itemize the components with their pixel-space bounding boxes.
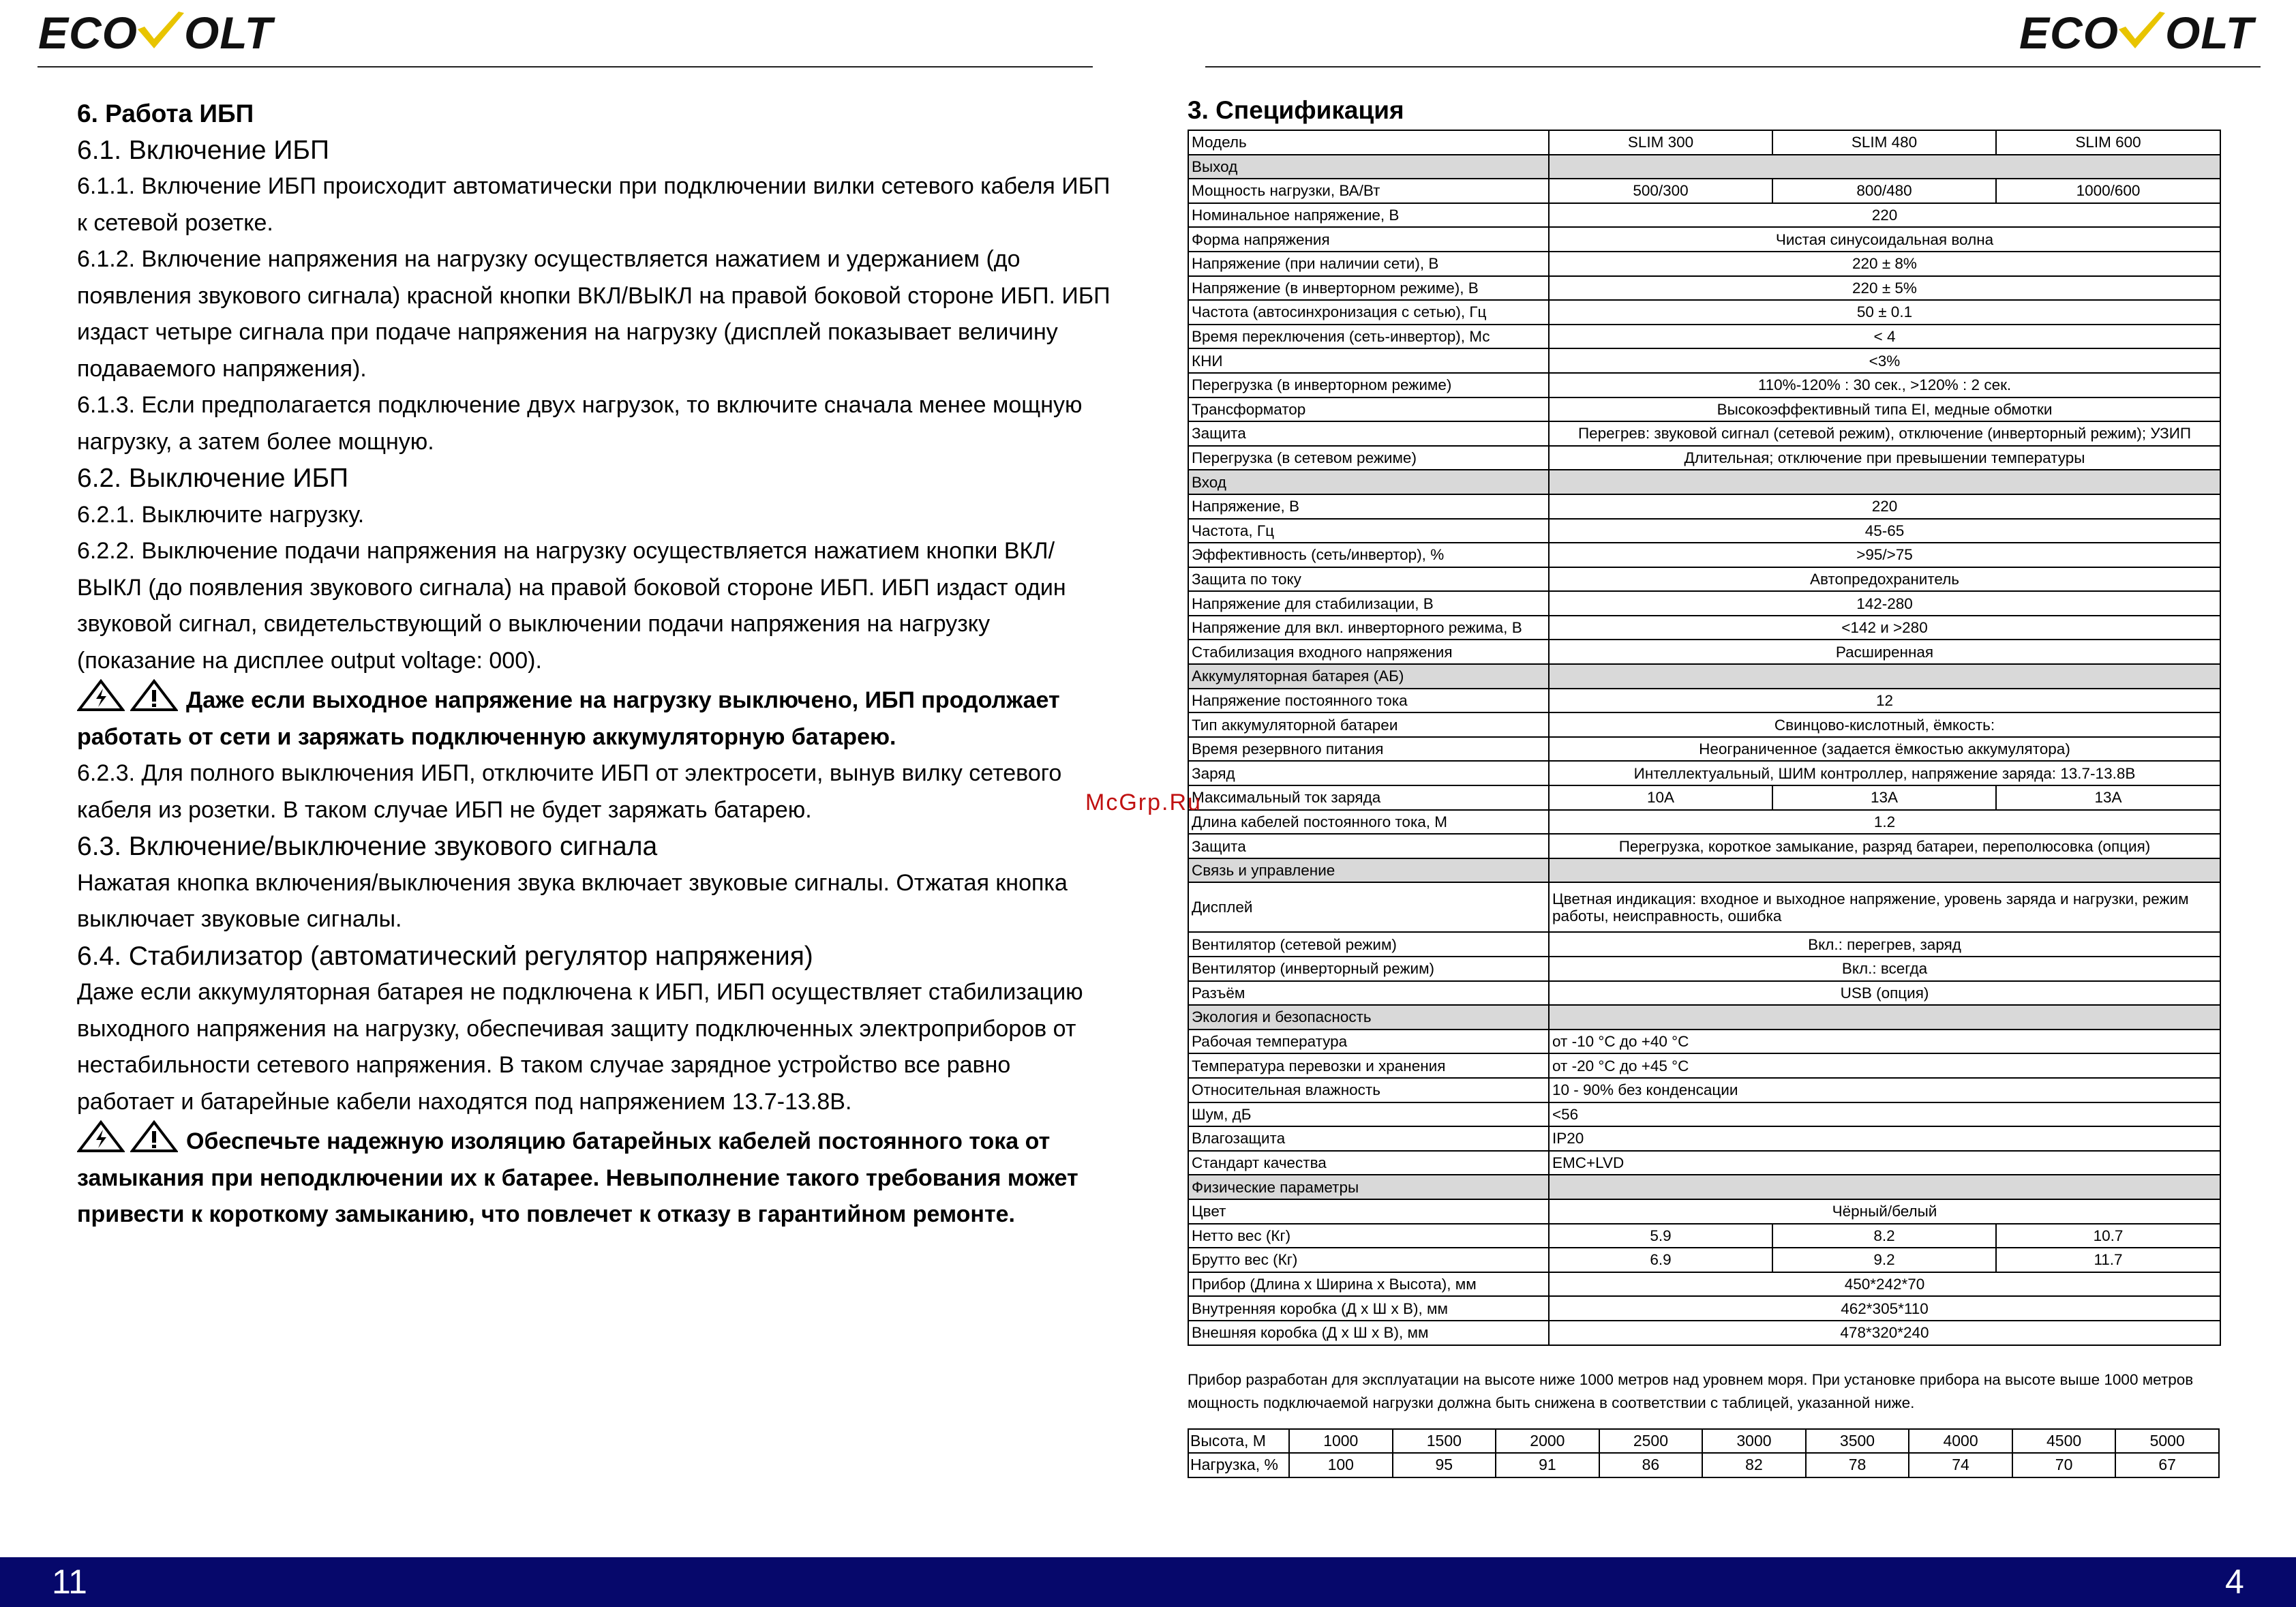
spec-row [1188,543,2220,567]
spec-label: КНИ [1188,348,1549,373]
spec-label: Брутто вес (Кг) [1188,1248,1549,1272]
spec-value: Автопредохранитель [1549,567,2220,592]
spec-row [1188,1030,2220,1054]
header-rule-right [1205,66,2261,67]
spec-section-fill [1549,1005,2220,1030]
spec-value: от -20 °C до +45 °C [1549,1053,2220,1078]
subsection-title: 6.1. Включение ИБП [77,135,330,165]
spec-section-fill [1549,470,2220,494]
spec-label: Связь и управление [1188,858,1549,883]
spec-label: Рабочая температура [1188,1030,1549,1054]
spec-label: Цвет [1188,1199,1549,1224]
paragraph: 6.1.3. Если предполагается подключение двух нагрузок, то включите сначала менее мощную нагрузку, а затем более мощную. [77,392,1083,455]
paragraph: 6.2.3. Для полного выключения ИБП, отключите ИБП от электросети, вынув вилку сетевого кабеля из розетки. В таком случае ИБП не будет заряжать батарею. [77,760,1062,823]
spec-section-row [1188,1005,2220,1030]
subsection-title: 6.2. Выключение ИБП [77,464,349,493]
logo-text-eco: ECO [38,7,138,58]
paragraph: 6.2.1. Выключите нагрузку. [77,501,365,528]
altitude-table [1188,1428,2220,1478]
spec-row [1188,227,2220,252]
spec-label: Физические параметры [1188,1175,1549,1199]
warning-icons [77,1120,178,1153]
spec-value: <142 и >280 [1549,616,2220,640]
spec-row [1188,785,2220,810]
spec-row [1188,203,2220,228]
spec-label: Напряжение (при наличии сети), В [1188,252,1549,276]
altitude-value: 70 [2012,1453,2116,1477]
spec-label: Стандарт качества [1188,1151,1549,1175]
altitude-value: 5000 [2115,1429,2219,1454]
spec-label: Перегрузка (в сетевом режиме) [1188,446,1549,470]
spec-row [1188,325,2220,349]
spec-row [1188,397,2220,422]
altitude-label: Высота, М [1188,1429,1289,1454]
spec-value: 10A [1549,785,1772,810]
spec-row [1188,1126,2220,1151]
spec-row [1188,276,2220,301]
altitude-value: 1500 [1393,1429,1496,1454]
spec-row [1188,446,2220,470]
spec-label: Напряжение постоянного тока [1188,689,1549,713]
spec-row [1188,1053,2220,1078]
spec-row [1188,494,2220,519]
spec-row [1188,1296,2220,1321]
altitude-note: Прибор разработан для эксплуатации на высоте ниже 1000 метров над уровнем моря. При установке прибора на высоте выше 1000 метров мощность подключаемой нагрузки должна быть снижена в соответствии с таблицей, указанной ниже. [1188,1370,2194,1411]
spec-value: 1.2 [1549,810,2220,835]
spec-row [1188,737,2220,762]
spec-label: Аккумуляторная батарея (АБ) [1188,664,1549,689]
paragraph: 6.1.2. Включение напряжения на нагрузку осуществляется нажатием и удержанием (до появления звукового сигнала) красной кнопки ВКЛ/ВЫКЛ на правой боковой стороне ИБП. ИБП издаст четыре сигнала при подаче напряжения на нагрузку (дисплей показывает величину подаваемого напряжения). [77,246,1111,382]
spec-row [1188,1078,2220,1102]
altitude-row [1188,1453,2219,1477]
spec-row [1188,616,2220,640]
spec-title: 3. Спецификация [1188,96,1404,124]
spec-label: Номинальное напряжение, В [1188,203,1549,228]
spec-value: SLIM 300 [1549,130,1772,155]
spec-table [1188,130,2221,1346]
warning-text: Даже если выходное напряжение на нагрузку выключено, ИБП продолжает работать от сети и заряжать подключенную аккумуляторную батарею. [77,687,1060,750]
spec-value: EMC+LVD [1549,1151,2220,1175]
spec-label: Вентилятор (инверторный режим) [1188,957,1549,981]
spec-value: 220 ± 5% [1549,276,2220,301]
spec-label: Стабилизация входного напряжения [1188,640,1549,664]
spec-section-row [1188,664,2220,689]
altitude-value: 4000 [1909,1429,2012,1454]
altitude-value: 74 [1909,1453,2012,1477]
spec-label: Разъём [1188,981,1549,1006]
spec-row [1188,810,2220,835]
left-page-content [77,95,1113,1233]
warning-icon [130,679,178,712]
spec-row [1188,981,2220,1006]
header-rule-left [37,66,1093,67]
spec-row [1188,300,2220,325]
spec-label: Тип аккумуляторной батареи [1188,712,1549,737]
spec-label: Защита по току [1188,567,1549,592]
spec-row [1188,1102,2220,1127]
spec-row [1188,640,2220,664]
spec-label: Эффективность (сеть/инвертор), % [1188,543,1549,567]
spec-label: Шум, дБ [1188,1102,1549,1127]
footer-bar [0,1557,2296,1607]
electric-hazard-icon [77,1120,125,1153]
altitude-value: 1000 [1289,1429,1393,1454]
spec-section-fill [1549,155,2220,179]
spec-label: Частота (автосинхронизация с сетью), Гц [1188,300,1549,325]
spec-label: Время переключения (сеть-инвертор), Мс [1188,325,1549,349]
spec-value: Перегрев: звуковой сигнал (сетевой режим), отключение (инверторный режим); УЗИП [1549,421,2220,446]
page-number-right: 4 [2225,1563,2244,1601]
spec-label: Выход [1188,155,1549,179]
spec-row [1188,689,2220,713]
altitude-value: 86 [1599,1453,1703,1477]
subsection-title: 6.3. Включение/выключение звукового сигнала [77,832,658,861]
spec-value: Вкл.: всегда [1549,957,2220,981]
spec-label: Частота, Гц [1188,519,1549,543]
warning-note [77,679,1113,755]
spec-label: Относительная влажность [1188,1078,1549,1102]
spec-row [1188,932,2220,957]
spec-value: 45-65 [1549,519,2220,543]
spec-label: Напряжение для вкл. инверторного режима, В [1188,616,1549,640]
spec-value: 5.9 [1549,1224,1772,1248]
altitude-value: 2500 [1599,1429,1703,1454]
spec-row [1188,1199,2220,1224]
spec-row [1188,1248,2220,1272]
spec-label: Прибор (Длина x Ширина x Высота), мм [1188,1272,1549,1297]
spec-row [1188,1321,2220,1345]
altitude-row [1188,1429,2219,1454]
spec-value: Длительная; отключение при превышении температуры [1549,446,2220,470]
spec-value: Расширенная [1549,640,2220,664]
spec-value: Свинцово-кислотный, ёмкость: [1549,712,2220,737]
spec-row [1188,1151,2220,1175]
spec-value: 10.7 [1996,1224,2220,1248]
spec-section-row [1188,1175,2220,1199]
ecovolt-logo-left [38,5,273,60]
spec-section-fill [1549,858,2220,883]
altitude-value: 2000 [1496,1429,1599,1454]
spec-label: Время резервного питания [1188,737,1549,762]
spec-value: от -10 °C до +40 °C [1549,1030,2220,1054]
spec-value: Перегрузка, короткое замыкание, разряд батареи, переполюсовка (опция) [1549,834,2220,858]
spec-value: IP20 [1549,1126,2220,1151]
spec-row [1188,421,2220,446]
spec-label: Форма напряжения [1188,227,1549,252]
warning-text: Обеспечьте надежную изоляцию батарейных кабелей постоянного тока от замыкания при неподключении их к батарее. Невыполнение такого требования может привести к короткому замыканию, что повлечет к отказу в гарантийном ремонте. [77,1128,1078,1227]
spec-value: SLIM 600 [1996,130,2220,155]
spec-label: Защита [1188,834,1549,858]
spec-value: <56 [1549,1102,2220,1127]
spec-label: Экология и безопасность [1188,1005,1549,1030]
altitude-value: 78 [1806,1453,1909,1477]
spec-value: SLIM 480 [1772,130,1996,155]
spec-value: Чистая синусоидальная волна [1549,227,2220,252]
spec-value: 9.2 [1772,1248,1996,1272]
spec-label: Перегрузка (в инверторном режиме) [1188,373,1549,397]
spec-row [1188,179,2220,203]
spec-row [1188,761,2220,785]
spec-value: 500/300 [1549,179,1772,203]
spec-value: Неограниченное (задается ёмкостью аккумулятора) [1549,737,2220,762]
spec-value: Цветная индикация: входное и выходное напряжение, уровень заряда и нагрузки, режим работы, неисправность, ошибка [1549,882,2220,932]
spec-row [1188,1224,2220,1248]
altitude-value: 91 [1496,1453,1599,1477]
spec-value: 8.2 [1772,1224,1996,1248]
spec-row [1188,882,2220,932]
spec-value: 450*242*70 [1549,1272,2220,1297]
logo-check-icon [2115,9,2169,57]
spec-value: 12 [1549,689,2220,713]
altitude-value: 3000 [1702,1429,1806,1454]
right-page-content [1188,95,2220,1478]
spec-row [1188,1272,2220,1297]
altitude-value: 4500 [2012,1429,2116,1454]
spec-label: Внешняя коробка (Д x Ш x В), мм [1188,1321,1549,1345]
electric-hazard-icon [77,679,125,712]
spec-label: Напряжение, В [1188,494,1549,519]
spec-value: 110%-120% : 30 сек., >120% : 2 сек. [1549,373,2220,397]
spec-label: Температура перевозки и хранения [1188,1053,1549,1078]
watermark: McGrp.Ru [1085,790,1202,815]
spec-label: Заряд [1188,761,1549,785]
spec-label: Модель [1188,130,1549,155]
spec-label: Влагозащита [1188,1126,1549,1151]
spec-value: 478*320*240 [1549,1321,2220,1345]
logo-text-olt: OLT [2165,7,2254,58]
paragraph: Нажатая кнопка включения/выключения звука включает звуковые сигналы. Отжатая кнопка выключает звуковые сигналы. [77,869,1068,932]
spec-value: Чёрный/белый [1549,1199,2220,1224]
spec-label: Трансформатор [1188,397,1549,422]
spec-value: 6.9 [1549,1248,1772,1272]
spec-label: Защита [1188,421,1549,446]
logo-text-olt: OLT [184,7,273,58]
spec-label: Дисплей [1188,882,1549,932]
spec-label: Напряжение (в инверторном режиме), В [1188,276,1549,301]
warning-icons [77,679,178,712]
spec-label: Длина кабелей постоянного тока, М [1188,810,1549,835]
altitude-value: 82 [1702,1453,1806,1477]
warning-note [77,1120,1113,1233]
altitude-value: 95 [1393,1453,1496,1477]
page-number-left: 11 [52,1563,87,1601]
spec-label: Мощность нагрузки, ВА/Вт [1188,179,1549,203]
spec-label: Вентилятор (сетевой режим) [1188,932,1549,957]
spec-value: 220 [1549,494,2220,519]
spec-value: 11.7 [1996,1248,2220,1272]
paragraph: 6.1.1. Включение ИБП происходит автоматически при подключении вилки сетевого кабеля ИБП к сетевой розетке. [77,173,1111,236]
paragraph: 6.2.2. Выключение подачи напряжения на нагрузку осуществляется нажатием кнопки ВКЛ/ВЫКЛ (до появления звукового сигнала) на правой боковой стороне ИБП. ИБП издаст один звуковой сигнал, свидетельствующий о выключении подачи напряжения на нагрузку (показание на дисплее output voltage: 000). [77,538,1066,674]
spec-row [1188,567,2220,592]
spec-value: Интеллектуальный, ШИМ контроллер, напряжение заряда: 13.7-13.8В [1549,761,2220,785]
spec-value: Высокоэффективный типа EI, медные обмотки [1549,397,2220,422]
spec-row [1188,348,2220,373]
spec-label: Максимальный ток заряда [1188,785,1549,810]
spec-row [1188,591,2220,616]
altitude-value: 67 [2115,1453,2219,1477]
spec-value: Вкл.: перегрев, заряд [1549,932,2220,957]
spec-row [1188,834,2220,858]
spec-value: 13A [1772,785,1996,810]
ecovolt-logo-right [2019,5,2254,60]
altitude-value: 100 [1289,1453,1393,1477]
spec-row [1188,130,2220,155]
section-title: 6. Работа ИБП [77,100,254,127]
spec-value: < 4 [1549,325,2220,349]
logo-text-eco: ECO [2019,7,2119,58]
spec-row [1188,519,2220,543]
logo-check-icon [134,9,188,57]
spec-value: 462*305*110 [1549,1296,2220,1321]
spec-value: 800/480 [1772,179,1996,203]
spec-label: Вход [1188,470,1549,494]
subsection-title: 6.4. Стабилизатор (автоматический регулятор напряжения) [77,941,813,971]
spec-section-row [1188,858,2220,883]
paragraph: Даже если аккумуляторная батарея не подключена к ИБП, ИБП осуществляет стабилизацию выходного напряжения на нагрузку, обеспечивая защиту подключенных электроприборов от нестабильности сетевого напряжения. В таком случае зарядное устройство все равно работает и батарейные кабели находятся под напряжением 13.7-13.8В. [77,979,1083,1115]
spec-label: Напряжение для стабилизации, В [1188,591,1549,616]
spec-row [1188,373,2220,397]
spec-value: >95/>75 [1549,543,2220,567]
spec-value: USB (опция) [1549,981,2220,1006]
spec-row [1188,957,2220,981]
altitude-label: Нагрузка, % [1188,1453,1289,1477]
spec-label: Внутренняя коробка (Д x Ш x В), мм [1188,1296,1549,1321]
spec-value: 13A [1996,785,2220,810]
spec-value: 50 ± 0.1 [1549,300,2220,325]
spec-section-fill [1549,664,2220,689]
spec-section-row [1188,470,2220,494]
spec-label: Нетто вес (Кг) [1188,1224,1549,1248]
spec-value: 220 [1549,203,2220,228]
altitude-value: 3500 [1806,1429,1909,1454]
spec-value: 220 ± 8% [1549,252,2220,276]
spec-value: <3% [1549,348,2220,373]
spec-value: 142-280 [1549,591,2220,616]
spec-row [1188,712,2220,737]
spec-value: 10 - 90% без конденсации [1549,1078,2220,1102]
spec-section-fill [1549,1175,2220,1199]
warning-icon [130,1120,178,1153]
spec-value: 1000/600 [1996,179,2220,203]
spec-row [1188,252,2220,276]
spec-section-row [1188,155,2220,179]
